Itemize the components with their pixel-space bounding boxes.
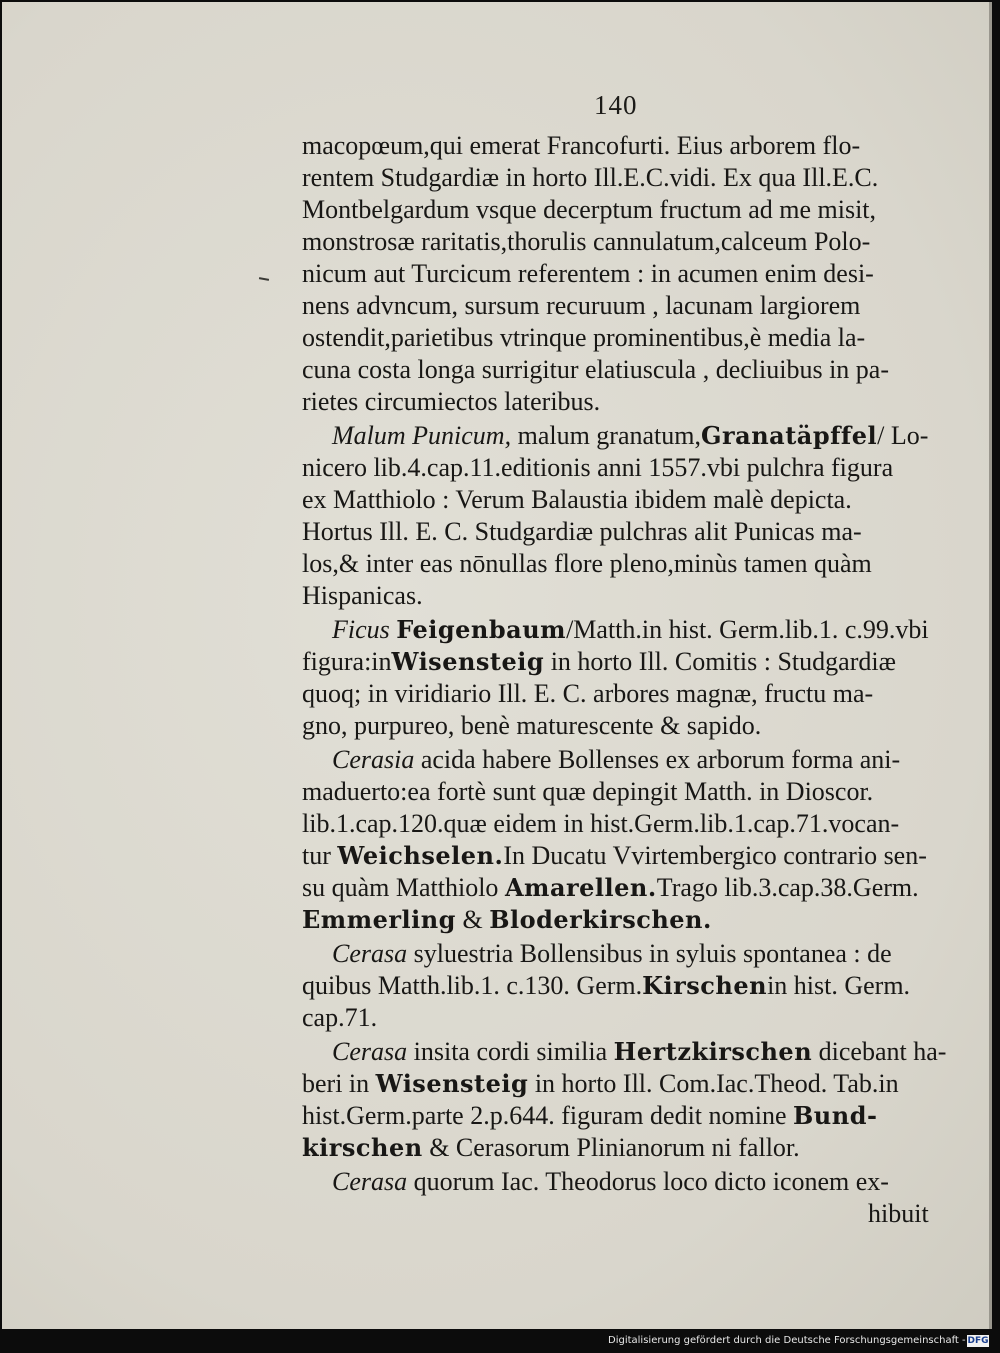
text-line: cuna costa longa surrigitur elatiuscula , decliuibus in pa- <box>302 355 889 384</box>
cerasia-line <box>332 744 900 776</box>
text-span: quorum Iac. Theodorus loco dicto iconem ex- <box>407 1167 889 1196</box>
german-term: Kirschen <box>642 971 768 1000</box>
text-span: & Cerasorum Plinianorum ni fallor. <box>422 1133 800 1162</box>
german-term: Feigenbaum <box>396 615 567 644</box>
german-term: Bloderkirschen. <box>489 905 712 934</box>
german-term: Wisensteig <box>375 1069 529 1098</box>
text-line: ex Matthiolo : Verum Balaustia ibidem malè depicta. <box>302 485 852 514</box>
text-span: figura:in <box>302 647 392 676</box>
text-span: quibus Matth.lib.1. c.130. Germ. <box>302 971 643 1000</box>
text-span: /Matth.in hist. Germ.lib.1. c.99.vbi <box>566 615 929 644</box>
text-line: rentem Studgardiæ in horto Ill.E.C.vidi. Ex qua Ill.E.C. <box>302 163 879 192</box>
text-line: nicero lib.4.cap.11.editionis anni 1557.vbi pulchra figura <box>302 453 894 482</box>
german-term: kirschen <box>302 1133 423 1162</box>
text-line: macopœum,qui emerat Francofurti. Eius arborem flo- <box>302 131 861 160</box>
cerasia-line-6 <box>302 904 712 936</box>
text-line: quoq; in viridiario Ill. E. C. arbores magnæ, fructu ma- <box>302 679 874 708</box>
margin-mark <box>259 277 269 281</box>
text-span: insita cordi similia <box>407 1037 608 1066</box>
text-span: beri in <box>302 1069 370 1098</box>
digitization-credit: Digitalisierung gefördert durch die Deutsche Forschungsgemeinschaft - <box>608 1335 966 1346</box>
text-span: acida habere Bollenses ex arborum forma ani- <box>414 745 901 774</box>
cerasa-line <box>332 1036 946 1068</box>
text-line: monstrosæ raritatis,thorulis cannulatum,calceum Polo- <box>302 227 871 256</box>
german-term: Weichselen. <box>337 841 504 870</box>
dfg-logo: DFG <box>967 1336 989 1346</box>
text-span: dicebant ha- <box>812 1037 947 1066</box>
text-line: maduerto:ea fortè sunt quæ depingit Matth. in Dioscor. <box>302 777 874 806</box>
text-line: nicum aut Turcicum referentem : in acumen enim desi- <box>302 259 874 288</box>
text-span: su quàm Matthiolo <box>302 873 499 902</box>
text-line: lib.1.cap.120.quæ eidem in hist.Germ.lib.1.cap.71.vocan- <box>302 809 900 838</box>
ficus-line-2 <box>302 646 896 678</box>
cerasa-line-2 <box>302 1068 899 1100</box>
text-span: tur <box>302 841 331 870</box>
entry-label: Cerasa <box>332 939 408 968</box>
german-term: Amarellen. <box>504 873 657 902</box>
catchword: hibuit <box>868 1199 929 1228</box>
text-span: in horto Ill. Comitis : Studgardiæ <box>550 647 896 676</box>
text-span: in horto Ill. Com.Iac.Theod. Tab.in <box>534 1069 899 1098</box>
german-term: Granatäpffel <box>701 421 878 450</box>
text-line: rietes circumiectos lateribus. <box>302 387 601 416</box>
german-term: Hertzkirschen <box>613 1037 813 1066</box>
text-span: In Ducatu Vvirtembergico contrario sen- <box>503 841 927 870</box>
text-span: Trago lib.3.cap.38.Germ. <box>656 873 919 902</box>
cerasa-line-2 <box>302 970 910 1002</box>
entry-label: Cerasia <box>332 745 415 774</box>
german-term: Bund- <box>793 1101 878 1130</box>
german-term: Emmerling <box>302 905 456 934</box>
text-line: Montbelgardum vsque decerptum fructum ad me misit, <box>302 195 877 224</box>
text-line: nens advncum, sursum recuruum , lacunam largiorem <box>302 291 861 320</box>
ficus-line <box>332 614 929 646</box>
text-line: Hispanicas. <box>302 581 423 610</box>
text-span: / Lo- <box>877 421 929 450</box>
text-line: cap.71. <box>302 1003 378 1032</box>
text-span: & <box>455 905 490 934</box>
malum-line <box>332 420 928 452</box>
scanned-page <box>2 2 992 1329</box>
entry-label: Malum Punicum, <box>332 421 512 450</box>
text-line: ostendit,parietibus vtrinque prominentibus,è media la- <box>302 323 866 352</box>
text-line: gno, purpureo, benè maturescente & sapido. <box>302 711 762 740</box>
cerasa-line-3 <box>302 1100 877 1132</box>
entry-label: Cerasa <box>332 1167 408 1196</box>
text-span: malum granatum, <box>511 421 701 450</box>
text-line: los,& inter eas nōnullas flore pleno,minùs tamen quàm <box>302 549 872 578</box>
text-span: syluestria Bollensibus in syluis spontanea : de <box>407 939 892 968</box>
cerasia-line-4 <box>302 840 927 872</box>
cerasa-line-4 <box>302 1132 800 1164</box>
page-number: 140 <box>594 90 638 120</box>
cerasa-line <box>332 1166 889 1198</box>
german-term: Wisensteig <box>391 647 545 676</box>
entry-label: Cerasa <box>332 1037 408 1066</box>
cerasa-line <box>332 938 892 970</box>
entry-label: Ficus <box>332 615 390 644</box>
text-span: hist.Germ.parte 2.p.644. figuram dedit nomine <box>302 1101 787 1130</box>
cerasia-line-5 <box>302 872 919 904</box>
text-span: in hist. Germ. <box>767 971 911 1000</box>
text-line: Hortus Ill. E. C. Studgardiæ pulchras alit Punicas ma- <box>302 517 862 546</box>
